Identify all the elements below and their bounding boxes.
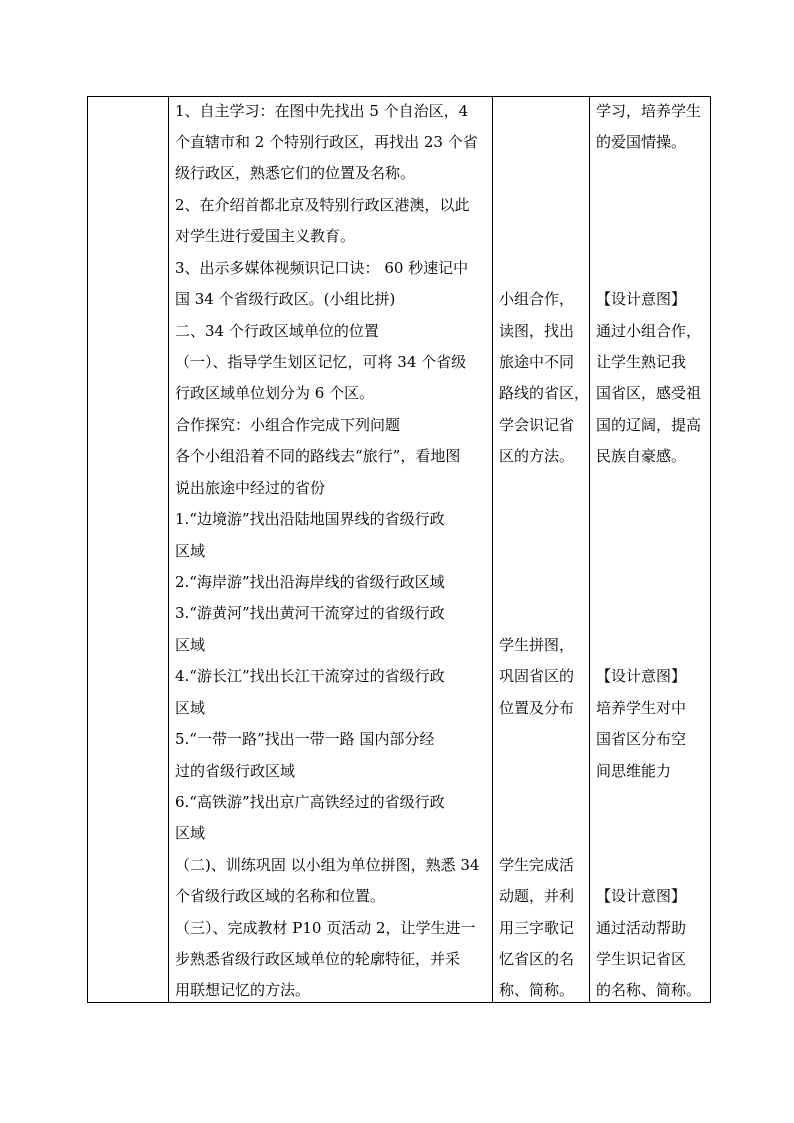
text-line: 个直辖市和 2 个特别行政区，再找出 23 个省 <box>175 133 478 151</box>
text-line: 位置及分布 <box>499 699 575 717</box>
text-line: 区的方法。 <box>499 447 575 465</box>
text-line: 的爱国情操。 <box>596 133 687 151</box>
text-line: 过的省级行政区域 <box>175 762 296 780</box>
text-line: 区域 <box>175 699 206 717</box>
text-line: 2.“海岸游”找出沿海岸线的省级行政区域 <box>175 573 445 591</box>
text-line: 间思维能力 <box>596 762 672 780</box>
text-line: 步熟悉省级行政区域单位的轮廓特征，并采 <box>175 950 461 968</box>
text-line: 2、在介绍首都北京及特别行政区港澳，以此 <box>175 196 470 214</box>
text-line: 国省区，感受祖 <box>596 384 702 402</box>
text-line: 个省级行政区域的名称和位置。 <box>175 887 386 905</box>
text-line: 6.“高铁游”找出京广高铁经过的省级行政 <box>175 793 445 811</box>
table-row <box>88 97 711 1003</box>
text-line: 用联想记忆的方法。 <box>175 981 311 999</box>
text-line: 民族自豪感。 <box>596 447 687 465</box>
design-intent-cell <box>590 97 711 1003</box>
text-line: 二、34 个行政区域单位的位置 <box>175 322 379 340</box>
design-intent-heading: 【设计意图】 <box>596 887 687 905</box>
text-line: 说出旅途中经过的省份 <box>175 479 326 497</box>
design-intent-heading: 【设计意图】 <box>596 667 687 685</box>
text-line: 路线的省区， <box>499 384 590 402</box>
text-line: 1、自主学习：在图中先找出 5 个自治区，4 <box>175 102 469 120</box>
design-intent-heading: 【设计意图】 <box>596 290 687 308</box>
text-line: 学习，培养学生 <box>596 102 702 120</box>
text-line: 区域 <box>175 636 206 654</box>
text-line: 学会识记省 <box>499 416 575 434</box>
text-line: 5.“一带一路”找出一带一路 国内部分经 <box>175 730 435 748</box>
text-line: 通过小组合作， <box>596 322 702 340</box>
student-activity-cell <box>493 97 590 1003</box>
text-line: 行政区域单位划分为 6 个区。 <box>175 384 375 402</box>
text-line: 国省区分布空 <box>596 730 687 748</box>
text-line: （二)、训练巩固 以小组为单位拼图，熟悉 34 <box>175 856 480 874</box>
text-line: 通过活动帮助 <box>596 919 687 937</box>
text-line: 国 34 个省级行政区。(小组比拼) <box>175 290 396 308</box>
text-line: 用三字歌记 <box>499 919 575 937</box>
text-line: 让学生熟记我 <box>596 353 687 371</box>
blank-column-cell <box>88 97 169 1003</box>
text-line: 的名称、简称。 <box>596 981 702 999</box>
teaching-process-cell <box>169 97 493 1003</box>
text-line: （一）、指导学生划区记忆，可将 34 个省级 <box>175 353 467 371</box>
text-line: 巩固省区的 <box>499 667 575 685</box>
text-line: 旅途中不同 <box>499 353 575 371</box>
text-line: 学生拼图， <box>499 636 575 654</box>
text-line: 区域 <box>175 542 206 560</box>
text-line: 小组合作， <box>499 290 575 308</box>
text-line: 动题，并利 <box>499 887 575 905</box>
text-line: 各个小组沿着不同的路线去“旅行”，看地图 <box>175 447 461 465</box>
text-line: 3、出示多媒体视频识记口诀： 60 秒速记中 <box>175 259 469 277</box>
text-line: 级行政区，熟悉它们的位置及名称。 <box>175 164 416 182</box>
text-line: 1.“边境游”找出沿陆地国界线的省级行政 <box>175 510 445 528</box>
text-line: 国的辽阔，提高 <box>596 416 702 434</box>
text-line: 学生完成活 <box>499 856 575 874</box>
text-line: 忆省区的名 <box>499 950 575 968</box>
text-line: 对学生进行爱国主义教育。 <box>175 227 356 245</box>
text-line: 区域 <box>175 824 206 842</box>
text-line: 学生识记省区 <box>596 950 687 968</box>
lesson-plan-table <box>87 96 711 1003</box>
text-line: 读图，找出 <box>499 322 575 340</box>
text-line: （三）、完成教材 P10 页活动 2，让学生进一 <box>175 919 476 937</box>
text-line: 3.“游黄河”找出黄河干流穿过的省级行政 <box>175 604 445 622</box>
text-line: 合作探究：小组合作完成下列问题 <box>175 416 401 434</box>
text-line: 培养学生对中 <box>596 699 687 717</box>
text-line: 称、简称。 <box>499 981 575 999</box>
text-line: 4.“游长江”找出长江干流穿过的省级行政 <box>175 667 445 685</box>
